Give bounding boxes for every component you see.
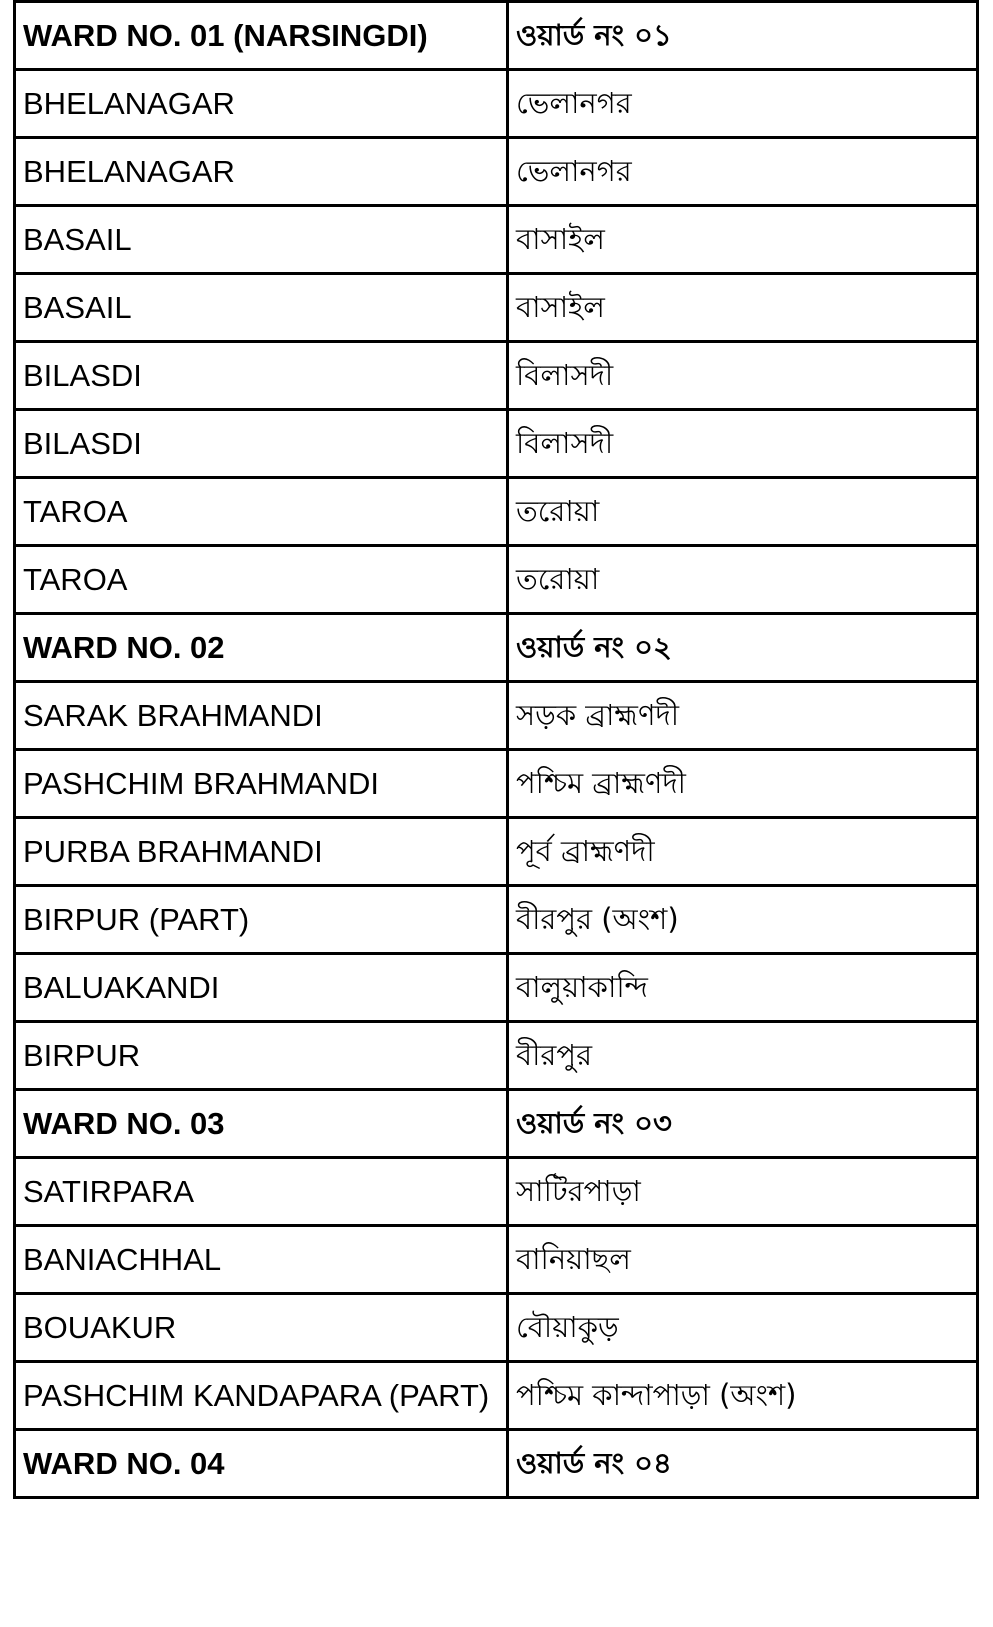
table-row — [15, 138, 978, 206]
place-name-english: BASAIL — [15, 206, 508, 274]
ward-title-bengali: ওয়ার্ড নং ০৪ — [508, 1430, 978, 1498]
table-row — [15, 1158, 978, 1226]
table-row — [15, 274, 978, 342]
place-name-english: TAROA — [15, 478, 508, 546]
place-name-bengali: ভেলানগর — [508, 70, 978, 138]
table-row — [15, 546, 978, 614]
ward-village-table — [13, 0, 979, 1499]
table-row — [15, 70, 978, 138]
table-row — [15, 1294, 978, 1362]
place-name-bengali: সাটিরপাড়া — [508, 1158, 978, 1226]
place-name-english: BHELANAGAR — [15, 70, 508, 138]
place-name-bengali: ভেলানগর — [508, 138, 978, 206]
place-name-bengali: তরোয়া — [508, 478, 978, 546]
table-row — [15, 1226, 978, 1294]
place-name-english: PASHCHIM BRAHMANDI — [15, 750, 508, 818]
place-name-bengali: বাসাইল — [508, 206, 978, 274]
table-row — [15, 1362, 978, 1430]
ward-header-row — [15, 1090, 978, 1158]
place-name-english: PASHCHIM KANDAPARA (PART) — [15, 1362, 508, 1430]
place-name-english: SARAK BRAHMANDI — [15, 682, 508, 750]
place-name-bengali: বীরপুর — [508, 1022, 978, 1090]
table-row — [15, 682, 978, 750]
table-row — [15, 478, 978, 546]
place-name-bengali: পশ্চিম কান্দাপাড়া (অংশ) — [508, 1362, 978, 1430]
ward-header-row — [15, 2, 978, 70]
table-row — [15, 342, 978, 410]
ward-title-bengali: ওয়ার্ড নং ০৩ — [508, 1090, 978, 1158]
table-row — [15, 886, 978, 954]
place-name-english: BIRPUR (PART) — [15, 886, 508, 954]
place-name-english: SATIRPARA — [15, 1158, 508, 1226]
table-row — [15, 206, 978, 274]
ward-title-english: WARD NO. 01 (NARSINGDI) — [15, 2, 508, 70]
table-body — [15, 2, 978, 1498]
place-name-bengali: তরোয়া — [508, 546, 978, 614]
ward-title-bengali: ওয়ার্ড নং ০১ — [508, 2, 978, 70]
place-name-bengali: বানিয়াছল — [508, 1226, 978, 1294]
ward-header-row — [15, 1430, 978, 1498]
place-name-english: BALUAKANDI — [15, 954, 508, 1022]
place-name-english: BANIACHHAL — [15, 1226, 508, 1294]
place-name-bengali: বিলাসদী — [508, 410, 978, 478]
ward-title-english: WARD NO. 02 — [15, 614, 508, 682]
place-name-bengali: বৌয়াকুড় — [508, 1294, 978, 1362]
ward-title-english: WARD NO. 03 — [15, 1090, 508, 1158]
table-row — [15, 750, 978, 818]
place-name-bengali: বালুয়াকান্দি — [508, 954, 978, 1022]
table-row — [15, 954, 978, 1022]
ward-title-english: WARD NO. 04 — [15, 1430, 508, 1498]
place-name-english: BASAIL — [15, 274, 508, 342]
table-row — [15, 1022, 978, 1090]
place-name-english: PURBA BRAHMANDI — [15, 818, 508, 886]
place-name-bengali: বিলাসদী — [508, 342, 978, 410]
table-row — [15, 410, 978, 478]
place-name-bengali: বীরপুর (অংশ) — [508, 886, 978, 954]
ward-table-container — [13, 0, 976, 1499]
table-row — [15, 818, 978, 886]
ward-title-bengali: ওয়ার্ড নং ০২ — [508, 614, 978, 682]
place-name-bengali: পূর্ব ব্রাহ্মণদী — [508, 818, 978, 886]
ward-header-row — [15, 614, 978, 682]
place-name-bengali: সড়ক ব্রাহ্মণদী — [508, 682, 978, 750]
place-name-english: BILASDI — [15, 342, 508, 410]
place-name-english: BOUAKUR — [15, 1294, 508, 1362]
place-name-bengali: পশ্চিম ব্রাহ্মণদী — [508, 750, 978, 818]
place-name-english: BILASDI — [15, 410, 508, 478]
place-name-english: BIRPUR — [15, 1022, 508, 1090]
place-name-bengali: বাসাইল — [508, 274, 978, 342]
place-name-english: TAROA — [15, 546, 508, 614]
place-name-english: BHELANAGAR — [15, 138, 508, 206]
